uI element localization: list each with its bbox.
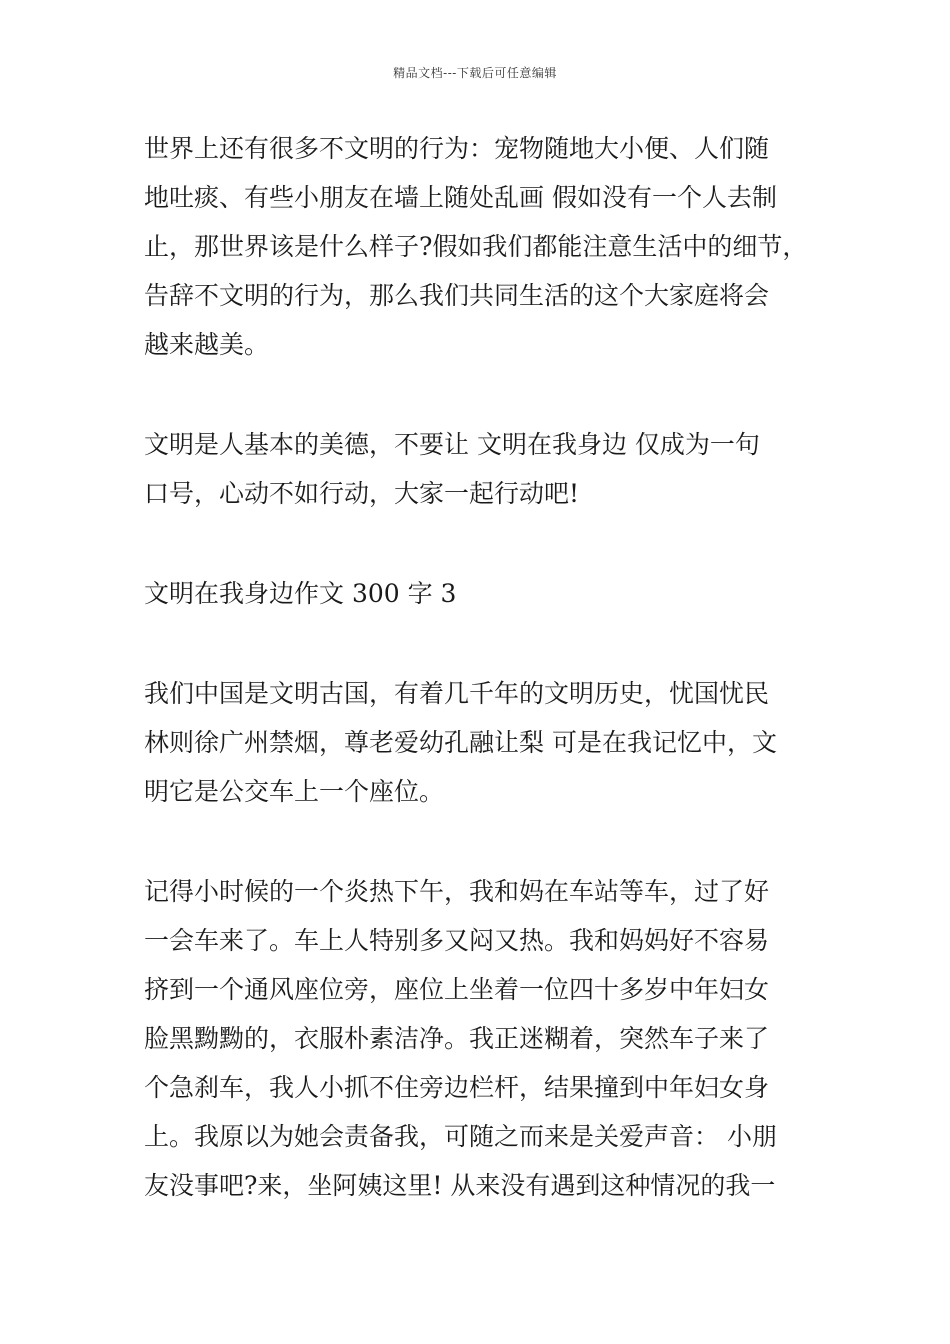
text-line: 我们中国是文明古国，有着几千年的文明历史，忧国忧民 <box>144 679 770 708</box>
text-line: 友没事吧?来，坐阿姨这里! 从来没有遇到这种情况的我一 <box>144 1171 776 1200</box>
text-line: 口号，心动不如行动，大家一起行动吧! <box>144 479 580 508</box>
document-body <box>144 124 824 1210</box>
paragraph-spacer <box>144 518 824 569</box>
text-line: 止，那世界该是什么样子?假如我们都能注意生活中的细节， <box>144 232 808 261</box>
heading-line: 文明在我身边作文 300 字 3 <box>144 579 457 608</box>
text-line: 脸黑黝黝的，衣服朴素洁净。我正迷糊着，突然车子来了 <box>144 1024 770 1053</box>
paragraph-civility-virtue <box>144 420 824 518</box>
text-line: 个急刹车，我人小抓不住旁边栏杆，结果撞到中年妇女身 <box>144 1073 770 1102</box>
text-line: 挤到一个通风座位旁，座位上坐着一位四十多岁中年妇女 <box>144 975 770 1004</box>
text-line: 记得小时候的一个炎热下午，我和妈在车站等车，过了好 <box>144 877 770 906</box>
text-line: 一会车来了。车上人特别多又闷又热。我和妈妈好不容易 <box>144 926 770 955</box>
essay-heading <box>144 569 824 618</box>
text-line: 上。我原以为她会责备我，可随之而来是关爱声音： 小朋 <box>144 1122 777 1151</box>
text-line: 地吐痰、有些小朋友在墙上随处乱画 假如没有一个人去制 <box>144 183 777 212</box>
paragraph-spacer <box>144 816 824 867</box>
text-line: 越来越美。 <box>144 330 270 359</box>
text-line: 世界上还有很多不文明的行为：宠物随地大小便、人们随 <box>144 134 770 163</box>
page-header: 精品文档---下载后可任意编辑 <box>393 66 557 80</box>
text-line: 文明是人基本的美德，不要让 文明在我身边 仅成为一句 <box>144 430 760 459</box>
paragraph-bus-memory <box>144 867 824 1210</box>
paragraph-spacer <box>144 618 824 669</box>
text-line: 明它是公交车上一个座位。 <box>144 777 445 806</box>
text-line: 告辞不文明的行为，那么我们共同生活的这个大家庭将会 <box>144 281 770 310</box>
text-line: 林则徐广州禁烟，尊老爱幼孔融让梨 可是在我记忆中，文 <box>144 728 777 757</box>
paragraph-spacer <box>144 369 824 420</box>
paragraph-uncivilized-behaviors <box>144 124 824 369</box>
paragraph-ancient-civilization <box>144 669 824 816</box>
